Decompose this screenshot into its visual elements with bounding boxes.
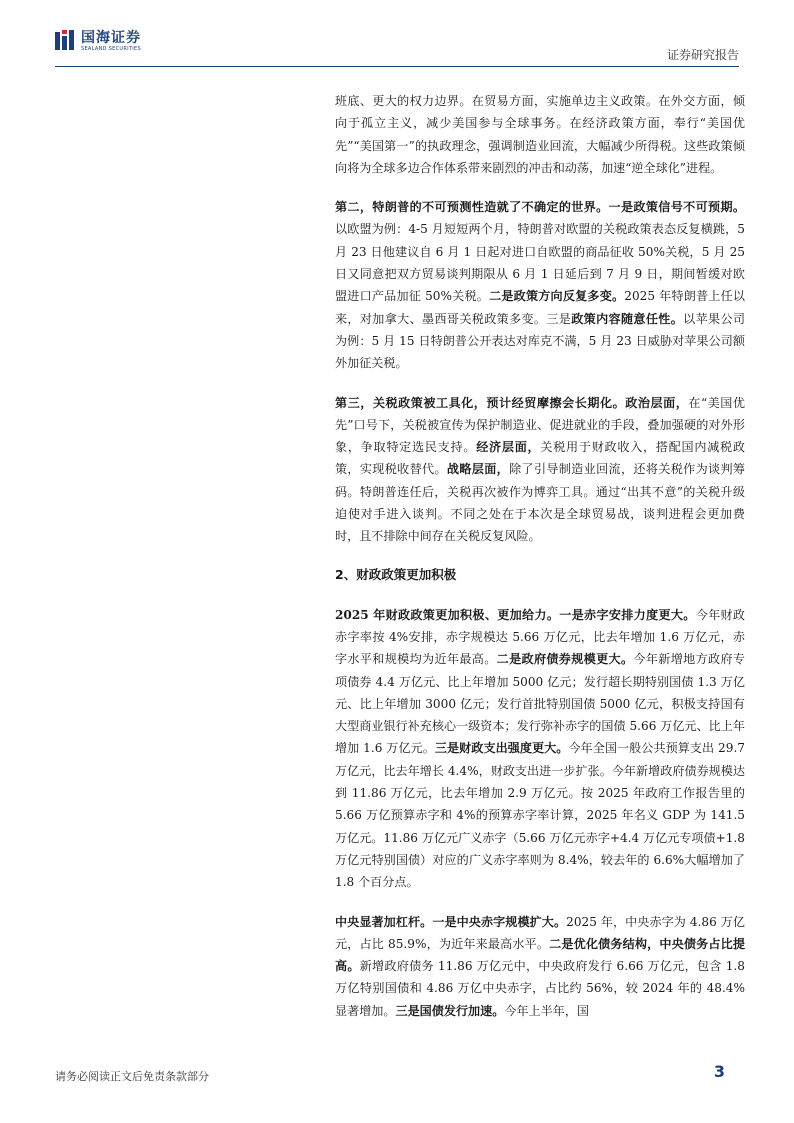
section-heading: 2、财政政策更加积极 bbox=[335, 566, 457, 582]
sealand-logo-icon bbox=[55, 30, 77, 52]
report-type-label: 证券研究报告 bbox=[666, 48, 739, 62]
disclaimer-note: 请务必阅读正文后免责条款部分 bbox=[55, 1070, 209, 1083]
paragraph-2: 第二，特朗普的不可预测性造就了不确定的世界。一是政策信号不可预期。以欧盟为例：4-5 月短短两个月，特朗普对欧盟的关税政策表态反复横跳，5 月 23 日他建议自 6 月 1 日起对进口自欧盟的商品征收 50%关税，5 月 25 日又同意把双方贸易谈判期限从 6 月 1 日延后到 7 月 9 日，期间暂缓对欧盟进口产品加征 50%关税。二是政策方向反复多变。2025 年特朗普上任以来，对加拿大、墨西哥关税政策多变。三是政策内容随意任性。以苹果公司为例：5 月 15 日特朗普公开表达对库克不满，5 月 23 日威胁对苹果公司额外加征关税。 bbox=[335, 200, 745, 371]
paragraph-4: 2025 年财政政策更加积极、更加给力。一是赤字安排力度更大。今年财政赤字率按 4%安排，赤字规模达 5.66 万亿元，比去年增加 1.6 万亿元，赤字水平和规模均为近年最高。二是政府债券规模更大。今年新增地方政府专项债券 4.4 万亿元、比上年增加 5000 亿元；发行超长期特别国债 1.3 万亿元、比上年增加 3000 亿元；发行首批特别国债 5000 亿元，积极支持国有大型商业银行补充核心一级资本；发行弥补赤字的国债 5.66 万亿元、比上年增加 1.6 万亿元。三是财政支出强度更大。今年全国一般公共预算支出 29.7 万亿元，比去年增长 4.4%，财政支出进一步扩张。今年新增政府债券规模达到 11.86 万亿元，比去年增加 2.9 万亿元。按 2025 年政府工作报告里的 5.66 万亿预算赤字和 4%的预算赤字率计算，2025 年名义 GDP 为 141.5 万亿元。11.86 万亿元广义赤字（5.66 万亿元赤字+4.4 万亿元专项债+1.8 万亿元特别国债）对应的广义赤字率则为 8.4%，较去年的 6.6%大幅增加了 1.8 个百分点。 bbox=[335, 607, 745, 890]
paragraph-1: 班底、更大的权力边界。在贸易方面，实施单边主义政策。在外交方面，倾向于孤立主义，减少美国参与全球事务。在经济政策方面，奉行“美国优先”“美国第一”的执政理念，强调制造业回流，大幅减少所得税。这些政策倾向将为全球多边合作体系带来剧烈的冲击和动荡，加速“逆全球化”进程。 bbox=[335, 94, 745, 175]
page-header bbox=[55, 28, 739, 67]
page-number: 3 bbox=[713, 1062, 725, 1081]
page-footer bbox=[55, 1062, 739, 1088]
main-content bbox=[335, 90, 745, 1039]
logo-chinese-name: 国海证券 bbox=[81, 29, 141, 46]
paragraph-5: 中央显著加杠杆。一是中央赤字规模扩大。2025 年，中央赤字为 4.86 万亿元，占比 85.9%，为近年来最高水平。二是优化债务结构，中央债务占比提高。新增政府债务 11.86 万亿元中，中央政府发行 6.66 万亿元，包含 1.8 万亿特别国债和 4.86 万亿中央赤字，占比约 56%，较 2024 年的 48.4%显著增加。三是国债发行加速。今年上半年，国 bbox=[335, 914, 745, 1018]
paragraph-3: 第三，关税政策被工具化，预计经贸摩擦会长期化。政治层面，在“美国优先”口号下，关税被宣传为保护制造业、促进就业的手段，叠加强硬的对外形象，争取特定选民支持。经济层面，关税用于财政收入，搭配国内减税政策，实现税收替代。战略层面，除了引导制造业回流，还将关税作为谈判筹码。特朗普连任后，关税再次被作为博弈工具。通过“出其不意”的关税升级迫使对手进入谈判。不同之处在于本次是全球贸易战，谈判进程会更加费时，且不排除中间存在关税反复风险。 bbox=[335, 395, 745, 544]
logo-english-name: SEALAND SECURITIES bbox=[81, 45, 141, 52]
company-logo bbox=[55, 30, 141, 52]
